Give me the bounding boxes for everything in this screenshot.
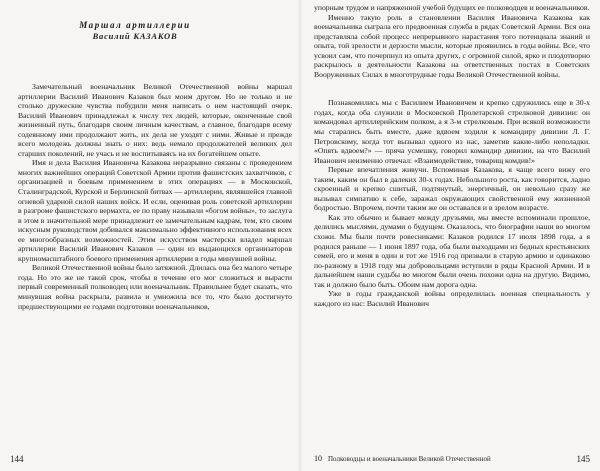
right-page (300, 0, 600, 471)
printer-signature (314, 454, 491, 463)
paragraph: Как это обычно и бывает между друзьями, мы вместе вспоминали прошлое, делились мыслями, думами о будущем. Оказалось, что биографии наши во многом схожи. Мы были почти ровесниками: Казаков родился 17 июля 1898 года, а я родился раньше — 1 июня 1897 года, оба были выходцами из бедных крестьянских семей, его и меня в один и тот же 1916 год призвали в старую армию и одинаково по-разному в 1918 году мы добровольцами вступили в ряды Красной Армии. И в дальнейшем наши судьбы во многом были очень похожи одна на другую. Видимо, так и должно было быть. Обоим нам дорога одна. (314, 212, 590, 289)
paragraph: Первые впечатления живучи. Вспоминая Казакова, я чаще всего вижу его таким, каким он был в далеких 30-х годах. Небольшого роста, как говорится, ладно скроенный и крепко сшитый, подтянутый, энергичный, он невольно сразу же вызывал симпатию к себе, заражал окружающих свойственной ему жизненной бодростью. Впрочем, почти таким же он оставался и в зрелом возрасте. (314, 165, 590, 213)
paragraph: Именно такую роль в становлении Василия Ивановича Казакова как военачальника сыграла его предвоенная служба в рядах Советской Армии. Вся она представляла собой процесс непрерывного нарастания того потенциала знаний и опыта, той зрелости и дерзости мысли, которые проявились в годы войны. Все, что усвоил сам, что почерпнул из опыта других, с огромной силой, ярко и плодотворно раскрылось в деятельности Казакова на ответственных постах в Советских Вооруженных Силах в многотрудные годы Великой Отечественной войны. (314, 12, 590, 79)
page-number-left: 144 (10, 454, 24, 464)
page-number-right: 145 (576, 454, 590, 464)
essay-title: Маршал артиллерии (79, 20, 191, 30)
paragraph: Имя и дела Василия Ивановича Казакова неразрывно связаны с проведением многих важнейших операций Советской Армии против фашистских захватчиков, с организацией и боевым применением в этих операциях — в Московской, Сталинградской, Курской и Берлинской битвах — артиллерии, являвшейся главной огневой ударной силой наших войск. И если, оценивая роль советской артиллерии в разгроме фашистского вермахта, ее по праву называли «богом войны», то заслуга в этом в значительной мере принадлежит ее замечательным кадрам, тем, кто своим искусным руководством добивался максимально эффективного использования всех ее многообразных возможностей. Этим искусством мастерски владел маршал артиллерии Василий Иванович Казаков — один из выдающихся организаторов крупномасштабного боевого применения артиллерии в годы минувшей войны. (18, 158, 292, 263)
essay-heading (0, 20, 292, 42)
paragraph: Замечательный военачальник Великой Отечественной войны маршал артиллерии Василий Иванович Казаков был моим другом. Но не только и не столько дружеские чувства побудили меня написать о нем настоящий очерк. Василий Иванович принадлежал к числу тех людей, которые, оконченные свой жизненный путь, благодаря своим личным качествам, а главное, благодаря всему содеянному ими продолжают жить, их дела не уходят с ними. Живые и прежде всего молодежь должны знать о них: ведь немало продолжателей великих дел старших поколений, не учась и не воспитываясь на их богатейшем опыте. (18, 82, 292, 158)
paragraph: Уже в годы гражданской войны определилась военная специальность у каждого из нас: Василий Иванович (314, 289, 590, 308)
essay-author: Василий КАЗАКОВ (92, 31, 178, 41)
signature-number: 10 (314, 454, 322, 463)
paragraph: Познакомились мы с Василием Ивановичем и крепко сдружились еще в 30-х годах, когда оба служили в Московской Пролетарской стрелковой дивизии: он командовал артиллерийским полком, а я 3-м стрелковым. При всякой возможности мы старались быть вместе, даже вдвоем ходили к командиру дивизии Л. Г. Петровскому, когда тот вызывал одного из нас, заметив какие-либо неполадки. «Опять вдвоем?» — пряча усмешку, говорил командир дивизии, на что Василий Иванович неизменно отвечал: «Взаимодействие, товарищ комдив!» (314, 98, 590, 165)
section-break (314, 79, 590, 98)
paragraph-continuation: упорным трудом и напряженной учебой будущих ее полководцев и военачальников. (314, 3, 590, 12)
paragraph: Великой Отечественной войны было затяжной. Длилась она без малого четыре года. Но это же не такой срок, чтобы в течение его мог сложиться и вырасти первый современный полководец или военачальник. Правильнее будет сказать, что минувшая война раскрыла, развила и умножила все то, что было достигнуто предшествующими ее годами подготовки военачальников, (18, 263, 292, 311)
signature-text: Полководцы и военачальники Великой Отечественной (328, 455, 491, 463)
